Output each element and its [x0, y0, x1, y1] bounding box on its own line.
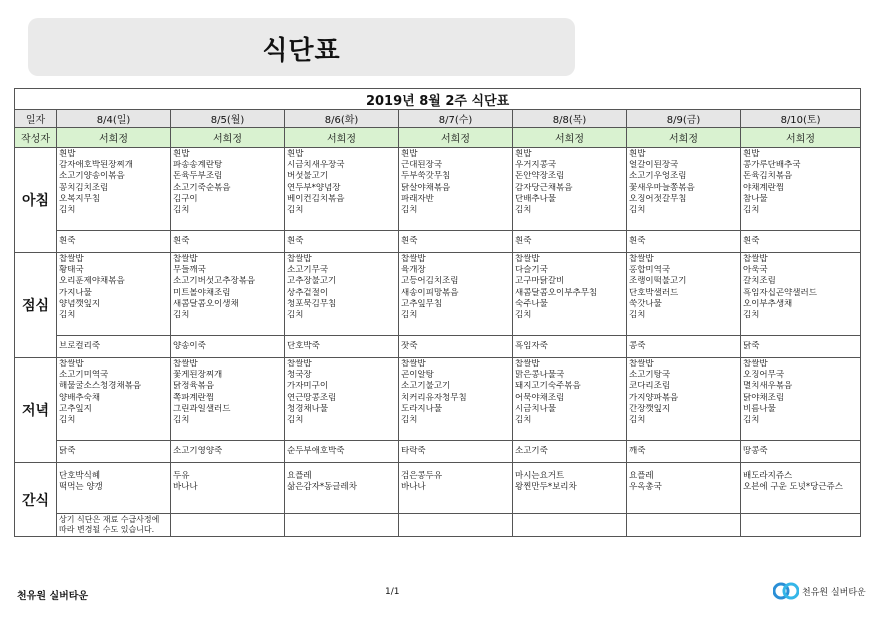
menu-item: 해물굴소스청경채볶음: [59, 381, 142, 392]
author-label: 작성자: [15, 128, 57, 148]
snack-item: 마시는요거트: [515, 471, 565, 481]
author-cell: 서희정: [741, 128, 861, 148]
menu-item: 청국장: [287, 370, 312, 381]
menu-cell: [399, 148, 513, 231]
menu-cell: [57, 253, 171, 336]
snack-item: 요플레: [287, 471, 312, 481]
menu-item: 소고기죽순볶음: [173, 182, 231, 193]
menu-item: 청포묵김무침: [287, 298, 337, 309]
menu-item: 파송송계란탕: [173, 160, 223, 171]
menu-item: 김치: [173, 415, 190, 426]
porridge-item: 단호박죽: [287, 340, 320, 351]
menu-item: 곤이알탕: [401, 370, 434, 381]
porridge-cell: [741, 231, 861, 253]
porridge-item: 타락죽: [401, 445, 426, 456]
snack-item: 바나나: [401, 482, 426, 493]
author-cell: 서희정: [399, 128, 513, 148]
menu-item: 코다리조림: [629, 381, 671, 392]
footer-page-number: 1/1: [385, 587, 400, 597]
menu-item: 우거지콩국: [515, 160, 557, 171]
author-cell: 서희정: [513, 128, 627, 148]
menu-item: 김치: [515, 415, 532, 426]
menu-item: 감자당근채볶음: [515, 182, 573, 193]
menu-item: 가자미구이: [287, 381, 329, 392]
snack-item: 삶은감자*동글레차: [287, 482, 357, 493]
menu-item: 흑임자십곤약샐러드: [743, 287, 817, 298]
menu-item: 닭야채조림: [743, 392, 785, 403]
date-cell: 8/9(금): [627, 110, 741, 128]
menu-item: 찹쌀밥: [401, 359, 426, 369]
snack-item: 우옥총국: [629, 482, 662, 493]
menu-item: 오이부추생채: [743, 298, 793, 309]
menu-item: 김치: [401, 205, 418, 216]
author-row: [15, 128, 861, 148]
menu-item: 오징어무국: [743, 370, 785, 381]
menu-cell: [57, 358, 171, 441]
menu-item: 꽁치김치조림: [59, 182, 109, 193]
menu-item: 황태국: [59, 265, 84, 276]
porridge-item: 닭죽: [743, 340, 760, 351]
footnote: 상기 식단은 재료 수급사정에 따라 변경될 수도 있습니다.: [57, 514, 171, 537]
footer-logo: [773, 581, 866, 601]
menu-item: 가지양파볶음: [629, 392, 679, 403]
porridge-item: 흰죽: [515, 235, 532, 246]
menu-item: 쪽파계란찜: [173, 392, 215, 403]
footer-company: 천유원 실버타운: [17, 591, 89, 602]
menu-cell: [513, 148, 627, 231]
menu-item: 소고기버섯고추장볶음: [173, 276, 256, 287]
menu-item: 김치: [59, 415, 76, 426]
menu-item: 김치: [287, 205, 304, 216]
menu-item: 홍합미역국: [629, 265, 671, 276]
porridge-item: 소고기영양죽: [173, 445, 223, 456]
menu-item: 김치: [629, 310, 646, 321]
menu-item: 돼지고기숙주볶음: [515, 381, 581, 392]
menu-item: 김치: [59, 310, 76, 321]
title-banner: [28, 18, 575, 76]
snack-cell: [513, 463, 627, 514]
menu-item: 김구이: [173, 193, 198, 204]
author-cell: 서희정: [57, 128, 171, 148]
menu-item: 찹쌀밥: [515, 359, 540, 369]
porridge-item: 흰죽: [59, 235, 76, 246]
menu-item: 새콤달콤오이생채: [173, 298, 239, 309]
menu-item: 단배추나물: [515, 193, 557, 204]
menu-item: 파래자반: [401, 193, 434, 204]
porridge-item: 흑임자죽: [515, 340, 548, 351]
menu-cell: [171, 148, 285, 231]
week-title: 2019년 8월 2주 식단표: [15, 89, 861, 110]
menu-item: 맑은콩나물국: [515, 370, 565, 381]
porridge-cell: [171, 231, 285, 253]
menu-item: 김치: [515, 205, 532, 216]
brand-name: 천유원 실버타운: [802, 587, 866, 598]
porridge-row: [15, 336, 861, 358]
menu-item: 김치: [173, 205, 190, 216]
menu-item: 간장깻잎지: [629, 403, 671, 414]
porridge-item: 흰죽: [401, 235, 418, 246]
menu-item: 찹쌀밥: [59, 359, 84, 369]
empty-cell: [171, 514, 285, 537]
snack-item: 배도라지쥬스: [743, 471, 793, 481]
snack-cell: [627, 463, 741, 514]
porridge-item: 닭죽: [59, 445, 76, 456]
week-title-row: [15, 89, 861, 110]
menu-item: 치커리유자청무침: [401, 392, 467, 403]
menu-cell: [171, 358, 285, 441]
snack-item: 요플레: [629, 471, 654, 481]
snack-item: 바나나: [173, 482, 198, 493]
menu-item: 김치: [743, 415, 760, 426]
meal-label: 간식: [15, 463, 57, 537]
menu-item: 시금치새우장국: [287, 160, 345, 171]
porridge-cell: [399, 336, 513, 358]
menu-item: 도라지나물: [401, 403, 443, 414]
menu-cell: [285, 253, 399, 336]
menu-item: 고등어김치조림: [401, 276, 459, 287]
menu-item: 연두부*양념장: [287, 182, 341, 193]
menu-item: 다슬기국: [515, 265, 548, 276]
porridge-cell: [57, 336, 171, 358]
menu-cell: [741, 253, 861, 336]
menu-item: 흰밥: [629, 149, 646, 159]
snack-item: 검은콩두유: [401, 471, 443, 481]
menu-item: 찹쌀밥: [743, 254, 768, 264]
empty-cell: [741, 514, 861, 537]
porridge-cell: [741, 336, 861, 358]
porridge-cell: [57, 231, 171, 253]
porridge-cell: [285, 336, 399, 358]
menu-item: 오징어젓갈무침: [629, 193, 687, 204]
menu-item: 소고기우엉조림: [629, 171, 687, 182]
menu-item: 가지나물: [59, 287, 92, 298]
porridge-item: 순두부애호박죽: [287, 445, 345, 456]
snack-item: 오븐에 구운 도넛*당근쥬스: [743, 482, 843, 493]
menu-item: 소고기무국: [287, 265, 329, 276]
snack-cell: [741, 463, 861, 514]
author-cell: 서희정: [171, 128, 285, 148]
porridge-item: 흰죽: [173, 235, 190, 246]
menu-item: 청경채나물: [287, 403, 329, 414]
menu-item: 미트볼야채조림: [173, 287, 231, 298]
porridge-item: 깨죽: [629, 445, 646, 456]
menu-item: 오복지무침: [59, 193, 101, 204]
menu-item: 시금치나물: [515, 403, 557, 414]
menu-item: 새콤달콤오이부추무침: [515, 287, 598, 298]
menu-item: 김치: [287, 310, 304, 321]
brand-logo-icon: [773, 581, 799, 601]
menu-item: 흰밥: [173, 149, 190, 159]
menu-item: 새송이피망볶음: [401, 287, 459, 298]
author-cell: 서희정: [627, 128, 741, 148]
menu-item: 찹쌀밥: [59, 254, 84, 264]
menu-item: 고구마닭갈비: [515, 276, 565, 287]
menu-item: 소고기불고기: [401, 381, 451, 392]
porridge-cell: [513, 441, 627, 463]
porridge-cell: [399, 231, 513, 253]
page-title: 식단표: [262, 36, 341, 66]
menu-item: 찹쌀밥: [173, 254, 198, 264]
snack-row: [15, 463, 861, 514]
menu-item: 찹쌀밥: [629, 254, 654, 264]
menu-item: 꽃게된장찌개: [173, 370, 223, 381]
menu-item: 돈육김치볶음: [743, 171, 793, 182]
menu-item: 어묵야채조림: [515, 392, 565, 403]
menu-item: 숙주나물: [515, 298, 548, 309]
empty-cell: [285, 514, 399, 537]
menu-item: 상추겉절이: [287, 287, 329, 298]
meal-row: [15, 148, 861, 231]
porridge-row: [15, 231, 861, 253]
date-cell: 8/10(토): [741, 110, 861, 128]
menu-cell: [399, 253, 513, 336]
menu-cell: [513, 253, 627, 336]
porridge-cell: [399, 441, 513, 463]
menu-item: 멸치새우볶음: [743, 381, 793, 392]
menu-item: 얼갈이된장국: [629, 160, 679, 171]
menu-cell: [285, 148, 399, 231]
snack-cell: [171, 463, 285, 514]
menu-item: 소고기양송이볶음: [59, 171, 125, 182]
meal-label: 아침: [15, 148, 57, 253]
porridge-item: 양송이죽: [173, 340, 206, 351]
menu-item: 단호박샐러드: [629, 287, 679, 298]
empty-cell: [399, 514, 513, 537]
menu-item: 연근땅콩조림: [287, 392, 337, 403]
snack-item: 떡먹는 양갱: [59, 482, 103, 493]
menu-item: 양배추숙채: [59, 392, 101, 403]
porridge-cell: [513, 231, 627, 253]
empty-cell: [513, 514, 627, 537]
menu-item: 찹쌀밥: [515, 254, 540, 264]
menu-item: 김치: [287, 415, 304, 426]
porridge-item: 콩죽: [629, 340, 646, 351]
menu-cell: [741, 358, 861, 441]
porridge-item: 흰죽: [743, 235, 760, 246]
empty-cell: [627, 514, 741, 537]
menu-item: 야채계란찜: [743, 182, 785, 193]
date-cell: 8/8(목): [513, 110, 627, 128]
porridge-cell: [627, 336, 741, 358]
menu-item: 꽃새우마늘쫑볶음: [629, 182, 695, 193]
menu-item: 아욱국: [743, 265, 768, 276]
menu-item: 소고기미역국: [59, 370, 109, 381]
menu-item: 흰밥: [287, 149, 304, 159]
menu-item: 버섯불고기: [287, 171, 329, 182]
porridge-item: 흰죽: [287, 235, 304, 246]
meal-label: 점심: [15, 253, 57, 358]
menu-item: 찹쌀밥: [401, 254, 426, 264]
porridge-cell: [627, 441, 741, 463]
menu-item: 참나물: [743, 193, 768, 204]
menu-item: 흰밥: [59, 149, 76, 159]
menu-item: 그린과일샐러드: [173, 403, 231, 414]
menu-item: 고추잎지: [59, 403, 92, 414]
menu-item: 고추잎무침: [401, 298, 443, 309]
menu-item: 김치: [401, 415, 418, 426]
menu-item: 찹쌀밥: [629, 359, 654, 369]
porridge-cell: [285, 441, 399, 463]
menu-item: 김치: [59, 205, 76, 216]
menu-item: 돈육두부조림: [173, 171, 223, 182]
menu-item: 찹쌀밥: [287, 254, 312, 264]
menu-item: 찹쌀밥: [287, 359, 312, 369]
menu-item: 갈치조림: [743, 276, 776, 287]
menu-item: 김치: [173, 310, 190, 321]
date-label: 일자: [15, 110, 57, 128]
menu-item: 소고기탕국: [629, 370, 671, 381]
porridge-cell: [171, 336, 285, 358]
menu-cell: [513, 358, 627, 441]
menu-item: 김치: [743, 205, 760, 216]
porridge-item: 땅콩죽: [743, 445, 768, 456]
porridge-cell: [513, 336, 627, 358]
snack-item: 두유: [173, 471, 190, 481]
porridge-cell: [627, 231, 741, 253]
porridge-cell: [741, 441, 861, 463]
menu-item: 김치: [629, 205, 646, 216]
menu-cell: [57, 148, 171, 231]
snack-cell: [399, 463, 513, 514]
menu-item: 근대된장국: [401, 160, 443, 171]
menu-cell: [627, 358, 741, 441]
porridge-item: 소고기죽: [515, 445, 548, 456]
menu-item: 조랭이떡불고기: [629, 276, 687, 287]
menu-item: 고추장불고기: [287, 276, 337, 287]
menu-cell: [627, 253, 741, 336]
menu-item: 베이컨김치볶음: [287, 193, 345, 204]
porridge-item: 잣죽: [401, 340, 418, 351]
menu-item: 오리훈제야채볶음: [59, 276, 125, 287]
menu-item: 닭살야채볶음: [401, 182, 451, 193]
menu-item: 흰밥: [401, 149, 418, 159]
menu-item: 김치: [629, 415, 646, 426]
date-cell: 8/6(화): [285, 110, 399, 128]
menu-item: 찹쌀밥: [173, 359, 198, 369]
menu-cell: [627, 148, 741, 231]
porridge-cell: [57, 441, 171, 463]
menu-item: 비름나물: [743, 403, 776, 414]
menu-item: 김치: [515, 310, 532, 321]
menu-cell: [171, 253, 285, 336]
author-cell: 서희정: [285, 128, 399, 148]
date-cell: 8/4(일): [57, 110, 171, 128]
snack-item: 단호박식혜: [59, 471, 101, 481]
menu-item: 두부쑥갓무침: [401, 171, 451, 182]
menu-item: 돈안약장조림: [515, 171, 565, 182]
date-cell: 8/5(월): [171, 110, 285, 128]
menu-item: 양념깻잎지: [59, 298, 101, 309]
menu-item: 육개장: [401, 265, 426, 276]
menu-cell: [741, 148, 861, 231]
snack-cell: [285, 463, 399, 514]
porridge-item: 흰죽: [629, 235, 646, 246]
menu-item: 김치: [401, 310, 418, 321]
porridge-item: 브로컬리죽: [59, 340, 101, 351]
footnote-row: [15, 514, 861, 537]
date-row: [15, 110, 861, 128]
menu-item: 쑥갓나물: [629, 298, 662, 309]
menu-cell: [285, 358, 399, 441]
menu-item: 찹쌀밥: [743, 359, 768, 369]
snack-cell: [57, 463, 171, 514]
porridge-cell: [285, 231, 399, 253]
menu-table: [14, 88, 861, 537]
menu-item: 무들깨국: [173, 265, 206, 276]
menu-item: 닭정육볶음: [173, 381, 215, 392]
menu-item: 흰밥: [515, 149, 532, 159]
menu-cell: [399, 358, 513, 441]
date-cell: 8/7(수): [399, 110, 513, 128]
porridge-row: [15, 441, 861, 463]
porridge-cell: [171, 441, 285, 463]
meal-label: 저녁: [15, 358, 57, 463]
menu-item: 흰밥: [743, 149, 760, 159]
meal-row: [15, 358, 861, 441]
menu-item: 콩가루단배추국: [743, 160, 801, 171]
snack-item: 왕찐만두*보리차: [515, 482, 577, 493]
menu-item: 감자애호박된장찌개: [59, 160, 133, 171]
menu-item: 김치: [743, 310, 760, 321]
meal-row: [15, 253, 861, 336]
